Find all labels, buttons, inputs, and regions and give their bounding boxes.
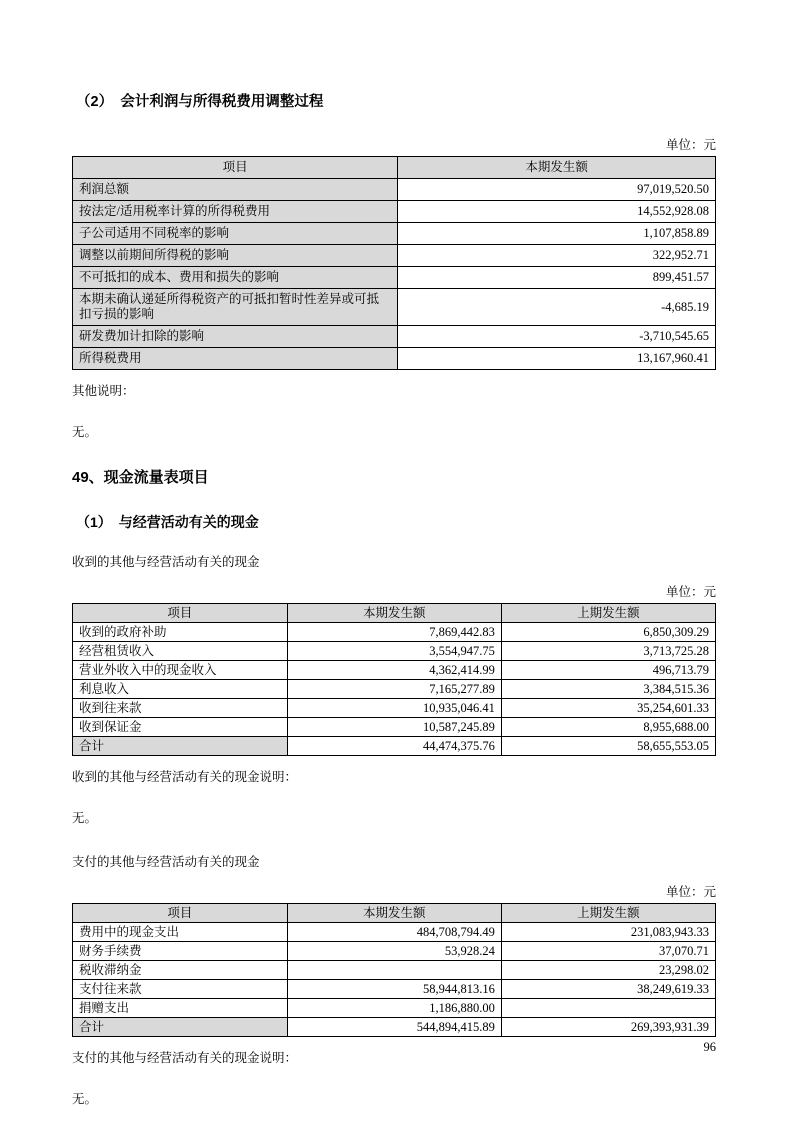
amount-cell: 23,298.02 <box>501 961 715 980</box>
amount-cell: 6,850,309.29 <box>501 623 715 642</box>
table-row <box>73 942 716 961</box>
table-header-row <box>73 904 716 923</box>
table-header-row <box>73 157 716 179</box>
amount-cell: 35,254,601.33 <box>501 699 715 718</box>
item-cell: 收到的政府补助 <box>73 623 288 642</box>
amount-cell: 13,167,960.41 <box>398 348 716 370</box>
amount-cell: 484,708,794.49 <box>287 923 501 942</box>
amount-cell: 322,952.71 <box>398 245 716 267</box>
tax-section-title: （2） 会计利润与所得税费用调整过程 <box>76 94 324 110</box>
total-label-cell: 合计 <box>73 737 288 756</box>
item-cell: 收到往来款 <box>73 699 288 718</box>
paid-cash-table <box>72 903 716 1037</box>
table-row <box>73 718 716 737</box>
table-row <box>73 923 716 942</box>
column-header-prior-amount: 上期发生额 <box>501 904 715 923</box>
page-number: 96 <box>703 1040 716 1054</box>
amount-cell: 7,165,277.89 <box>287 680 501 699</box>
table-total-row <box>73 1018 716 1037</box>
amount-cell: 58,944,813.16 <box>287 980 501 999</box>
item-cell: 本期未确认递延所得税资产的可抵扣暂时性差异或可抵扣亏损的影响 <box>73 289 398 326</box>
amount-cell: 53,928.24 <box>287 942 501 961</box>
amount-cell: 10,935,046.41 <box>287 699 501 718</box>
table-row <box>73 642 716 661</box>
item-cell: 税收滞纳金 <box>73 961 288 980</box>
column-header-prior-amount: 上期发生额 <box>501 604 715 623</box>
received-unit-label: 单位：元 <box>665 585 716 599</box>
table-row <box>73 623 716 642</box>
paid-unit-label: 单位：元 <box>665 885 716 899</box>
total-amount-cell: 544,894,415.89 <box>287 1018 501 1037</box>
amount-cell: -4,685.19 <box>398 289 716 326</box>
table-row <box>73 961 716 980</box>
received-cash-caption: 收到的其他与经营活动有关的现金 <box>72 555 260 569</box>
column-header-item: 项目 <box>73 157 398 179</box>
total-amount-cell: 44,474,375.76 <box>287 737 501 756</box>
item-cell: 所得税费用 <box>73 348 398 370</box>
amount-cell: 1,107,858.89 <box>398 223 716 245</box>
amount-cell: 1,186,880.00 <box>287 999 501 1018</box>
received-note-value: 无。 <box>72 811 98 825</box>
cashflow-subsection-title: （1） 与经营活动有关的现金 <box>76 514 259 530</box>
item-cell: 不可抵扣的成本、费用和损失的影响 <box>73 267 398 289</box>
received-note-label: 收到的其他与经营活动有关的现金说明： <box>72 770 298 784</box>
column-header-item: 项目 <box>73 604 288 623</box>
item-cell: 财务手续费 <box>73 942 288 961</box>
table-row <box>73 661 716 680</box>
table-row <box>73 999 716 1018</box>
amount-cell: 8,955,688.00 <box>501 718 715 737</box>
paid-note-label: 支付的其他与经营活动有关的现金说明： <box>72 1051 298 1065</box>
item-cell: 捐赠支出 <box>73 999 288 1018</box>
amount-cell: -3,710,545.65 <box>398 326 716 348</box>
table-row <box>73 201 716 223</box>
amount-cell: 38,249,619.33 <box>501 980 715 999</box>
amount-cell: 3,713,725.28 <box>501 642 715 661</box>
item-cell: 营业外收入中的现金收入 <box>73 661 288 680</box>
item-cell: 费用中的现金支出 <box>73 923 288 942</box>
tax-other-note-value: 无。 <box>72 425 98 439</box>
amount-cell: 37,070.71 <box>501 942 715 961</box>
paid-cash-caption: 支付的其他与经营活动有关的现金 <box>72 855 260 869</box>
tax-unit-label: 单位：元 <box>665 138 716 152</box>
amount-cell: 231,083,943.33 <box>501 923 715 942</box>
item-cell: 经营租赁收入 <box>73 642 288 661</box>
received-cash-table <box>72 603 716 756</box>
table-row <box>73 980 716 999</box>
table-row <box>73 223 716 245</box>
amount-cell: 7,869,442.83 <box>287 623 501 642</box>
amount-cell <box>287 961 501 980</box>
item-cell: 利润总额 <box>73 179 398 201</box>
amount-cell: 3,554,947.75 <box>287 642 501 661</box>
paid-note-value: 无。 <box>72 1092 98 1106</box>
total-label-cell: 合计 <box>73 1018 288 1037</box>
table-row <box>73 179 716 201</box>
table-row <box>73 348 716 370</box>
tax-adjustment-table <box>72 156 716 370</box>
amount-cell: 4,362,414.99 <box>287 661 501 680</box>
item-cell: 收到保证金 <box>73 718 288 737</box>
column-header-current-amount: 本期发生额 <box>398 157 716 179</box>
item-cell: 研发费加计扣除的影响 <box>73 326 398 348</box>
amount-cell: 899,451.57 <box>398 267 716 289</box>
table-row <box>73 289 716 326</box>
item-cell: 利息收入 <box>73 680 288 699</box>
table-header-row <box>73 604 716 623</box>
table-row <box>73 699 716 718</box>
amount-cell: 14,552,928.08 <box>398 201 716 223</box>
cashflow-section-title: 49、现金流量表项目 <box>72 469 209 486</box>
total-amount-cell: 269,393,931.39 <box>501 1018 715 1037</box>
table-row <box>73 245 716 267</box>
item-cell: 按法定/适用税率计算的所得税费用 <box>73 201 398 223</box>
item-cell: 子公司适用不同税率的影响 <box>73 223 398 245</box>
table-row <box>73 326 716 348</box>
table-row <box>73 267 716 289</box>
item-cell: 支付往来款 <box>73 980 288 999</box>
amount-cell: 10,587,245.89 <box>287 718 501 737</box>
amount-cell <box>501 999 715 1018</box>
item-cell: 调整以前期间所得税的影响 <box>73 245 398 267</box>
amount-cell: 3,384,515.36 <box>501 680 715 699</box>
table-row <box>73 680 716 699</box>
amount-cell: 97,019,520.50 <box>398 179 716 201</box>
column-header-current-amount: 本期发生额 <box>287 604 501 623</box>
amount-cell: 496,713.79 <box>501 661 715 680</box>
total-amount-cell: 58,655,553.05 <box>501 737 715 756</box>
table-total-row <box>73 737 716 756</box>
tax-other-note-label: 其他说明： <box>72 384 135 398</box>
column-header-current-amount: 本期发生额 <box>287 904 501 923</box>
column-header-item: 项目 <box>73 904 288 923</box>
